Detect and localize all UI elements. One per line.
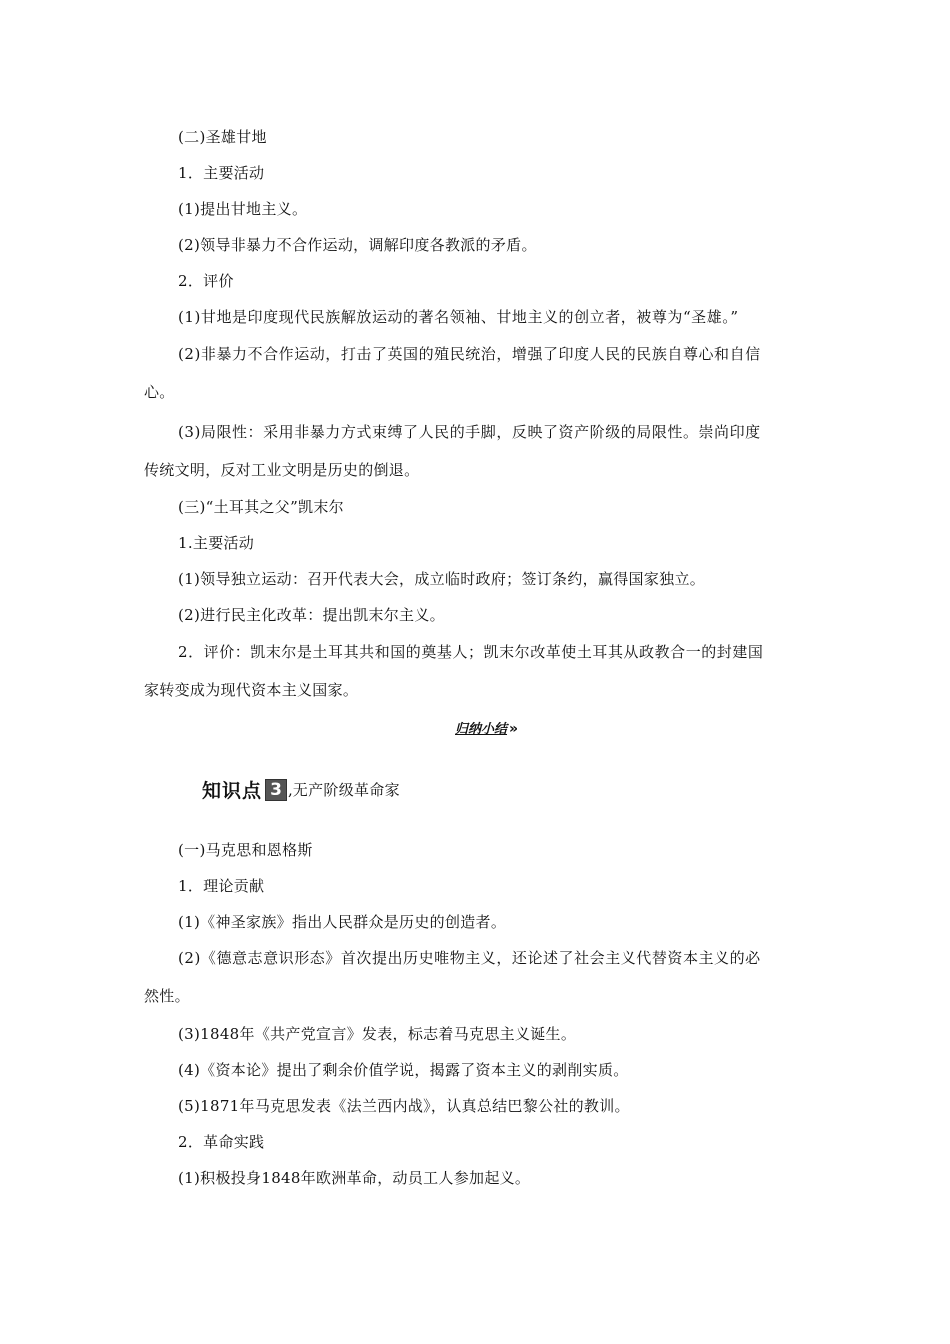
section-heading-marx: (一)马克思和恩格斯 xyxy=(178,841,313,859)
marx-theory-2: (2)《德意志意识形态》首次提出历史唯物主义，还论述了社会主义代替资本主义的必 xyxy=(178,949,761,967)
double-chevron-right-icon: » xyxy=(509,721,519,737)
kemal-evaluation-continued: 家转变成为现代资本主义国家。 xyxy=(144,681,359,699)
kemal-activities-title: 1.主要活动 xyxy=(178,534,255,552)
section-heading-gandhi: (二)圣雄甘地 xyxy=(178,128,267,146)
knowledge-point-title: 无产阶级革命家 xyxy=(292,781,400,799)
marx-theory-title: 1．理论贡献 xyxy=(178,877,265,895)
marx-practice-title: 2．革命实践 xyxy=(178,1133,265,1151)
marx-theory-1: (1)《神圣家族》指出人民群众是历史的创造者。 xyxy=(178,913,507,931)
kemal-activity-1: (1)领导独立运动：召开代表大会，成立临时政府；签订条约，赢得国家独立。 xyxy=(178,570,706,588)
gandhi-eval-3: (3)局限性：采用非暴力方式束缚了人民的手脚，反映了资产阶级的局限性。崇尚印度 xyxy=(178,423,761,441)
gandhi-eval-3-continued: 传统文明，反对工业文明是历史的倒退。 xyxy=(144,461,420,479)
gandhi-evaluation-title: 2．评价 xyxy=(178,272,234,290)
marx-theory-4: (4)《资本论》提出了剩余价值学说，揭露了资本主义的剥削实质。 xyxy=(178,1061,629,1079)
summary-link[interactable] xyxy=(455,718,518,737)
marx-theory-3: (3)1848年《共产党宣言》发表，标志着马克思主义诞生。 xyxy=(178,1025,577,1043)
marx-theory-5: (5)1871年马克思发表《法兰西内战》，认真总结巴黎公社的教训。 xyxy=(178,1097,630,1115)
kemal-evaluation: 2．评价：凯末尔是土耳其共和国的奠基人；凯末尔改革使土耳其从政教合一的封建国 xyxy=(178,643,764,661)
kemal-activity-2: (2)进行民主化改革：提出凯末尔主义。 xyxy=(178,606,445,624)
marx-theory-2-continued: 然性。 xyxy=(144,987,190,1005)
gandhi-eval-2: (2)非暴力不合作运动，打击了英国的殖民统治，增强了印度人民的民族自尊心和自信 xyxy=(178,345,761,363)
knowledge-point-separator: , xyxy=(288,780,293,799)
gandhi-activities-title: 1．主要活动 xyxy=(178,164,265,182)
section-heading-kemal: (三)“土耳其之父”凯末尔 xyxy=(178,498,344,516)
knowledge-point-heading xyxy=(202,776,400,802)
summary-label: 归纳小结 xyxy=(455,722,508,737)
gandhi-eval-1: (1)甘地是印度现代民族解放运动的著名领袖、甘地主义的创立者，被尊为“圣雄。” xyxy=(178,308,739,326)
marx-practice-1: (1)积极投身1848年欧洲革命，动员工人参加起义。 xyxy=(178,1169,531,1187)
gandhi-eval-2-continued: 心。 xyxy=(144,383,175,401)
gandhi-activity-2: (2)领导非暴力不合作运动，调解印度各教派的矛盾。 xyxy=(178,236,537,254)
knowledge-point-label: 知识点 xyxy=(202,780,263,802)
knowledge-point-number-badge: 3 xyxy=(265,779,287,801)
gandhi-activity-1: (1)提出甘地主义。 xyxy=(178,200,308,218)
